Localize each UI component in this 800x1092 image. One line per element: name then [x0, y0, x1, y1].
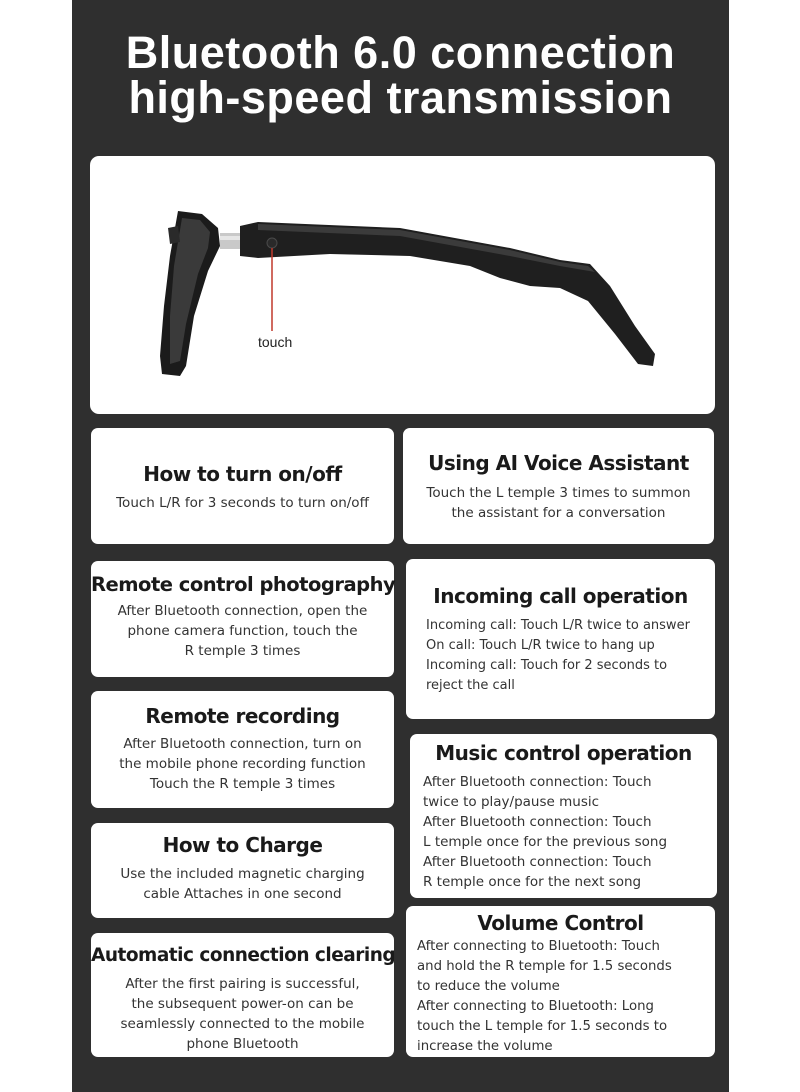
card-line: Use the included magnetic charging [120, 866, 365, 882]
card-line: After connecting to Bluetooth: Long [417, 999, 654, 1014]
card-line: and hold the R temple for 1.5 seconds [417, 959, 672, 974]
card-line: After Bluetooth connection, open the [117, 603, 368, 619]
card-body [426, 616, 709, 696]
card-line: After Bluetooth connection: Touch [423, 854, 652, 870]
card-line: reject the call [426, 678, 515, 693]
card-body [91, 864, 394, 904]
card-line: After Bluetooth connection: Touch [423, 774, 652, 790]
card-line: cable Attaches in one second [143, 886, 342, 902]
glasses-image-card [90, 156, 715, 414]
card-line: Incoming call: Touch for 2 seconds to [426, 658, 668, 673]
card-ai-voice-assistant [403, 428, 714, 544]
card-body [403, 483, 714, 523]
card-title: How to turn on/off [143, 462, 342, 486]
card-body [423, 772, 711, 892]
card-remote-recording [91, 691, 394, 808]
card-auto-connection [91, 933, 394, 1057]
card-line: touch the L temple for 1.5 seconds to [417, 1019, 668, 1034]
card-line: After the first pairing is successful, [125, 976, 360, 992]
card-title: Remote recording [145, 704, 340, 728]
card-body [417, 937, 709, 1057]
card-title: Music control operation [435, 741, 692, 765]
card-line: R temple once for the next song [423, 874, 642, 890]
card-title: How to Charge [162, 833, 323, 857]
card-line: the subsequent power-on can be [131, 996, 354, 1012]
card-title: Automatic connection clearing [91, 945, 396, 966]
card-music-control [410, 734, 717, 898]
card-title: Using AI Voice Assistant [428, 451, 689, 475]
card-title: Remote control photography [91, 573, 396, 596]
card-remote-photography [91, 561, 394, 677]
card-line: After Bluetooth connection: Touch [423, 814, 652, 830]
headline-line-1: Bluetooth 6.0 connection [125, 27, 676, 78]
card-body [91, 974, 394, 1054]
card-line: Touch the L temple 3 times to summon [426, 485, 691, 501]
card-title: Incoming call operation [433, 584, 688, 608]
card-line: Touch L/R for 3 seconds to turn on/off [116, 495, 369, 511]
card-turn-on-off [91, 428, 394, 544]
card-incoming-call [406, 559, 715, 719]
card-line: phone camera function, touch the [127, 623, 358, 639]
card-body [91, 734, 394, 794]
card-body [91, 601, 394, 661]
card-line: Incoming call: Touch L/R twice to answer [426, 618, 690, 633]
card-line: seamlessly connected to the mobile [120, 1016, 365, 1032]
card-line: On call: Touch L/R twice to hang up [426, 638, 655, 653]
card-title: Volume Control [477, 911, 644, 935]
card-line: L temple once for the previous song [423, 834, 668, 850]
card-body [91, 493, 394, 513]
card-line: to reduce the volume [417, 979, 560, 994]
card-line: After connecting to Bluetooth: Touch [417, 939, 660, 954]
headline-line-2: high-speed transmission [128, 72, 673, 123]
card-volume-control [406, 906, 715, 1057]
card-line: the assistant for a conversation [451, 505, 666, 521]
card-line: the mobile phone recording function [119, 756, 366, 772]
card-line: R temple 3 times [184, 643, 301, 659]
card-line: phone Bluetooth [186, 1036, 299, 1052]
card-how-to-charge [91, 823, 394, 918]
touch-label: touch [258, 334, 293, 350]
glasses-side-view-image [90, 156, 715, 414]
card-line: twice to play/pause music [423, 794, 600, 810]
card-line: increase the volume [417, 1039, 553, 1054]
card-line: After Bluetooth connection, turn on [123, 736, 362, 752]
card-line: Touch the R temple 3 times [149, 776, 336, 792]
